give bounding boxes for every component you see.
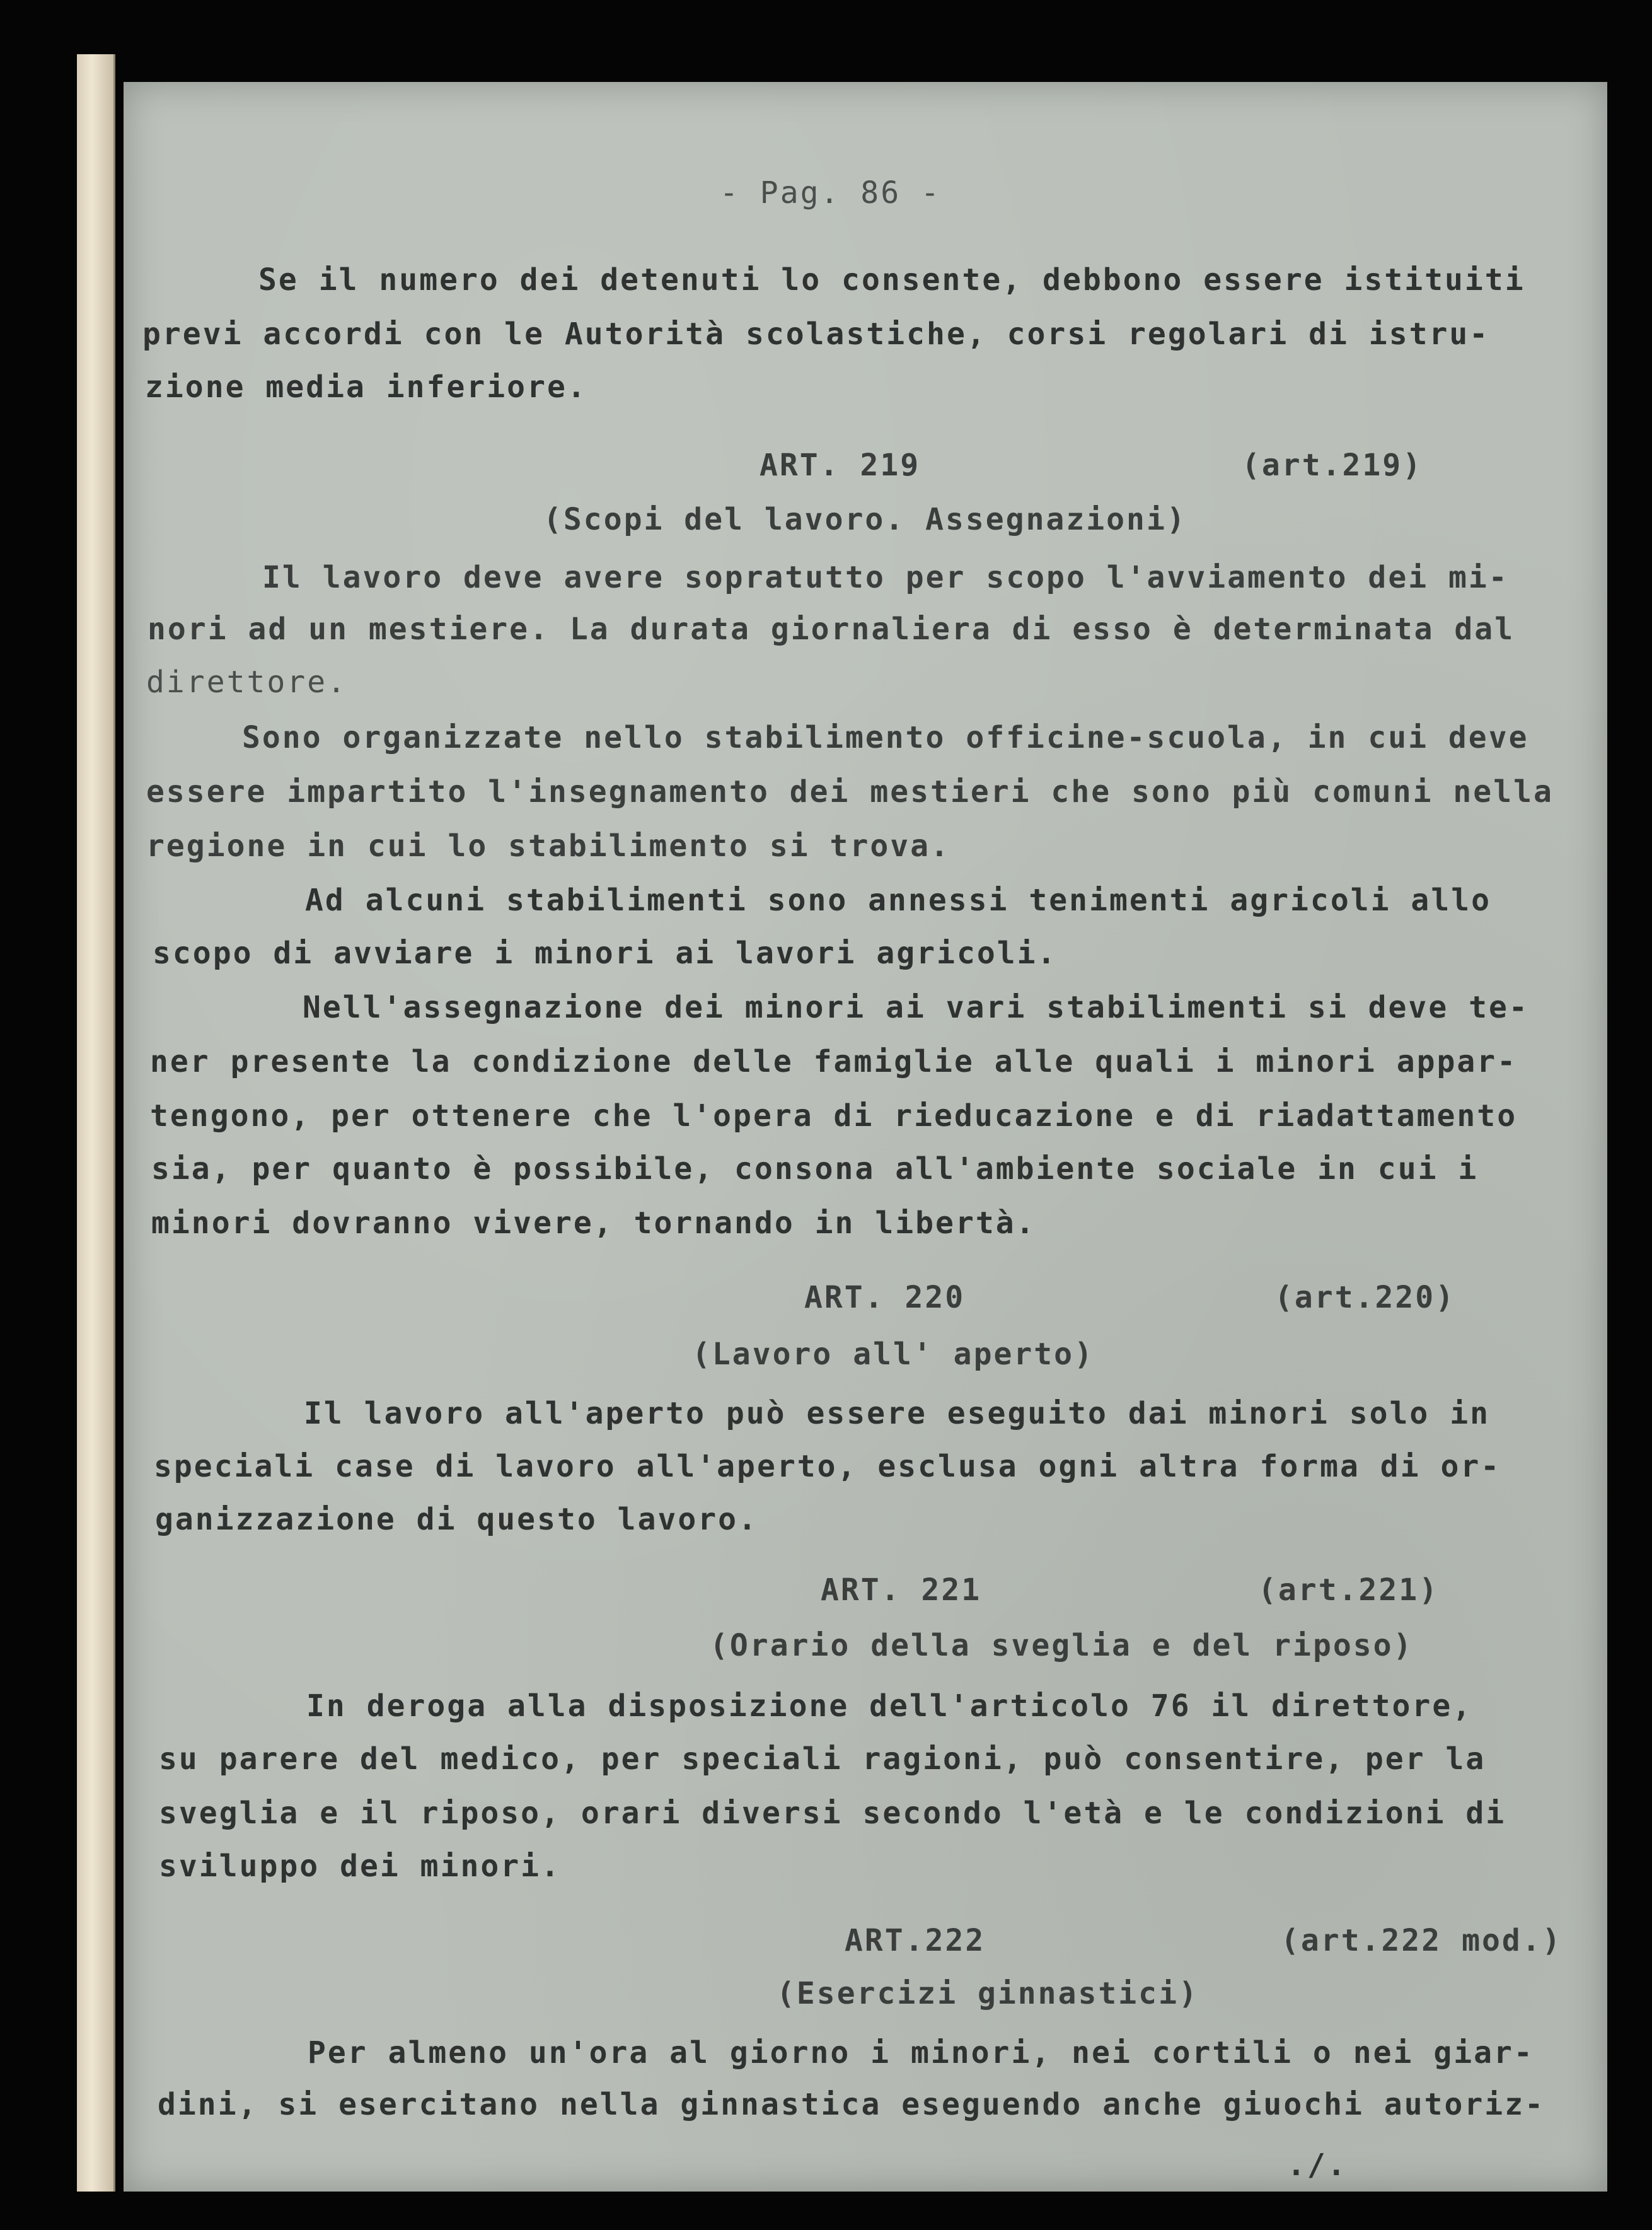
- article-text-line: su parere del medico, per speciali ragioni, può consentire, per la: [159, 1741, 1486, 1777]
- article-text-line: essere impartito l'insegnamento dei mestieri che sono più comuni nella: [146, 774, 1554, 810]
- article-number: ART. 220: [804, 1280, 966, 1315]
- article-text-line: Sono organizzate nello stabilimento officine-scuola, in cui deve: [242, 720, 1529, 755]
- article-text-line: dini, si esercitano nella ginnastica eseguendo anche giuochi autoriz-: [158, 2087, 1545, 2122]
- article-text-line: sia, per quanto è possibile, consona all'ambiente sociale in cui i: [151, 1151, 1479, 1187]
- article-title: (Orario della sveglia e del riposo): [710, 1628, 1414, 1663]
- article-number: ART. 219: [760, 448, 921, 483]
- article-text-line: scopo di avviare i minori ai lavori agricoli.: [153, 936, 1058, 971]
- article-text-line: speciali case di lavoro all'aperto, esclusa ogni altra forma di or-: [154, 1449, 1501, 1484]
- article-text-line: sviluppo dei minori.: [159, 1849, 561, 1884]
- article-text-line: regione in cui lo stabilimento si trova.: [146, 828, 950, 864]
- article-text-line: direttore.: [146, 665, 347, 700]
- article-text-line: minori dovranno vivere, tornando in libertà.: [151, 1205, 1036, 1241]
- article-title: (Scopi del lavoro. Assegnazioni): [543, 502, 1187, 537]
- article-text-line: Ad alcuni stabilimenti sono annessi tenimenti agricoli allo: [305, 883, 1492, 918]
- page-header: - Pag. 86 -: [720, 175, 941, 211]
- article-text-line: Il lavoro all'aperto può essere eseguito dai minori solo in: [304, 1396, 1491, 1431]
- article-reference: (art.221): [1258, 1572, 1440, 1608]
- article-number: ART. 221: [821, 1572, 982, 1608]
- article-reference: (art.220): [1274, 1280, 1456, 1315]
- intro-line: previ accordi con le Autorità scolastiche, corsi regolari di istru-: [142, 316, 1490, 352]
- intro-line: Se il numero dei detenuti lo consente, debbono essere istituiti: [258, 262, 1525, 298]
- article-number: ART.222: [845, 1923, 986, 1958]
- continuation-mark: ./.: [1287, 2147, 1348, 2183]
- article-title: (Lavoro all' aperto): [692, 1337, 1094, 1372]
- article-text-line: ner presente la condizione delle famiglie alle quali i minori appar-: [150, 1044, 1518, 1079]
- article-text-line: ganizzazione di questo lavoro.: [155, 1502, 758, 1537]
- article-title: (Esercizi ginnastici): [777, 1976, 1199, 2011]
- document-page: [124, 82, 1607, 2192]
- article-text-line: sveglia e il riposo, orari diversi secondo l'età e le condizioni di: [159, 1796, 1506, 1831]
- binder-edge: [77, 54, 115, 2192]
- article-text-line: tengono, per ottenere che l'opera di rieducazione e di riadattamento: [150, 1098, 1518, 1134]
- article-reference: (art.219): [1242, 448, 1423, 483]
- intro-line: zione media inferiore.: [145, 369, 587, 405]
- article-text-line: Il lavoro deve avere sopratutto per scopo l'avviamento dei mi-: [262, 560, 1509, 595]
- article-text-line: Nell'assegnazione dei minori ai vari stabilimenti si deve te-: [303, 990, 1529, 1025]
- article-reference: (art.222 mod.): [1281, 1923, 1562, 1958]
- article-text-line: nori ad un mestiere. La durata giornaliera di esso è determinata dal: [147, 612, 1515, 647]
- article-text-line: In deroga alla disposizione dell'articolo 76 il direttore,: [306, 1688, 1473, 1724]
- article-text-line: Per almeno un'ora al giorno i minori, nei cortili o nei giar-: [308, 2035, 1534, 2070]
